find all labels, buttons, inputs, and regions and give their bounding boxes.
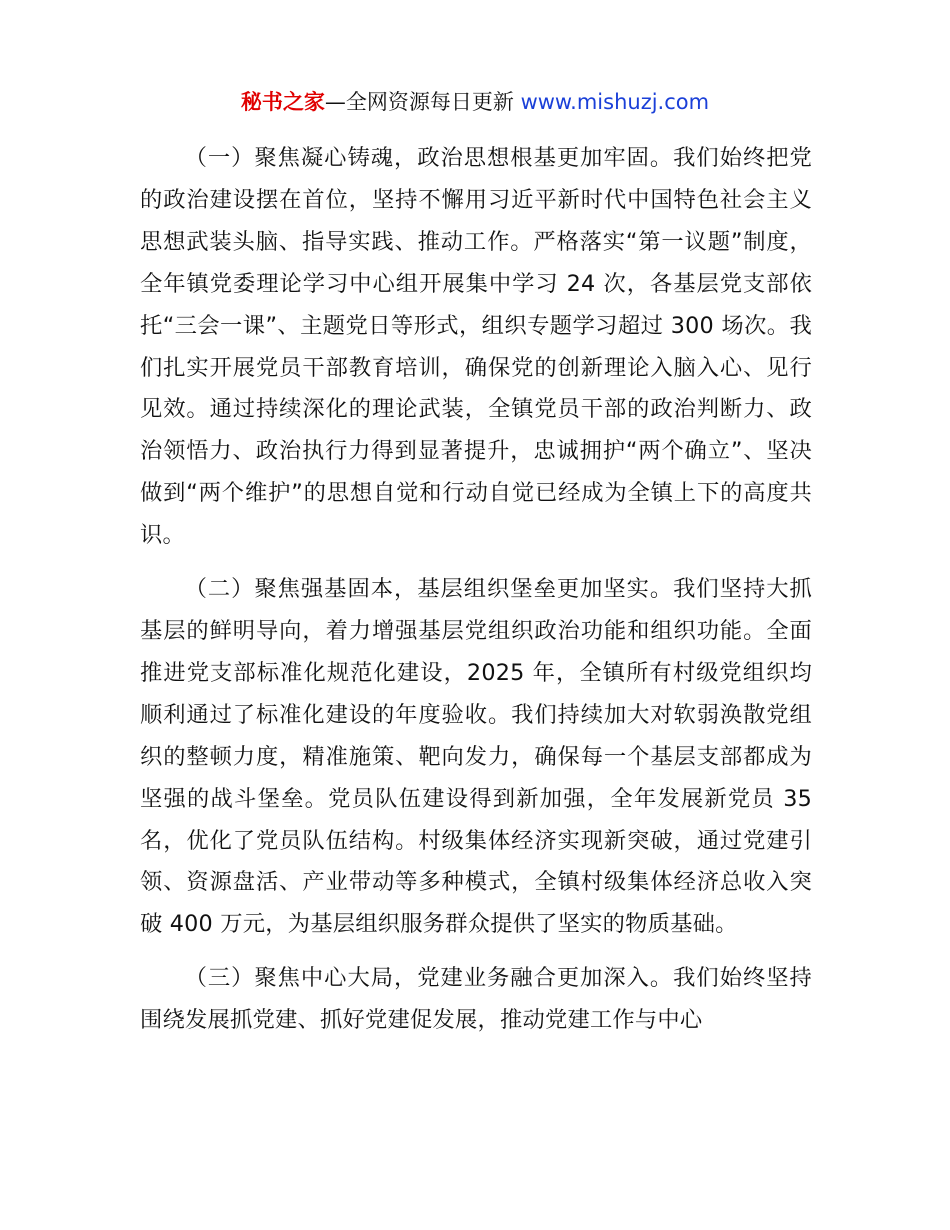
paragraph-3: （三）聚焦中心大局，党建业务融合更加深入。我们始终坚持围绕发展抓党建、抓好党建促发展，推动党建工作与中心 [140, 965, 812, 1034]
page-header [0, 86, 950, 118]
document-body [140, 138, 812, 1054]
header-tagline: —全网资源每日更新 [324, 90, 521, 114]
paragraph-2: （二）聚焦强基固本，基层组织堡垒更加坚实。我们坚持大抓基层的鲜明导向，着力增强基层党组织政治功能和组织功能。全面推进党支部标准化规范化建设，2025 年，全镇所有村级党组织均顺利通过了标准化建设的年度验收。我们持续加大对软弱涣散党组织的整顿力度，精准施策、靶向发力，确保每一个基层支部都成为坚强的战斗堡垒。党员队伍建设得到新加强，全年发展新党员 35 名，优化了党员队伍结构。村级集体经济实现新突破，通过党建引领、资源盘活、产业带动等多种模式，全镇村级集体经济总收入突破 400 万元，为基层组织服务群众提供了坚实的物质基础。 [140, 576, 812, 938]
brand-name: 秘书之家 [240, 90, 325, 114]
paragraph-1: （一）聚焦凝心铸魂，政治思想根基更加牢固。我们始终把党的政治建设摆在首位，坚持不懈用习近平新时代中国特色社会主义思想武装头脑、指导实践、推动工作。严格落实“第一议题”制度，全年镇党委理论学习中心组开展集中学习 24 次，各基层党支部依托“三会一课”、主题党日等形式，组织专题学习超过 300 场次。我们扎实开展党员干部教育培训，确保党的创新理论入脑入心、见行见效。通过持续深化的理论武装，全镇党员干部的政治判断力、政治领悟力、政治执行力得到显著提升，忠诚拥护“两个确立”、坚决做到“两个维护”的思想自觉和行动自觉已经成为全镇上下的高度共识。 [140, 145, 812, 549]
website-link[interactable]: www.mishuzj.com [520, 90, 710, 114]
